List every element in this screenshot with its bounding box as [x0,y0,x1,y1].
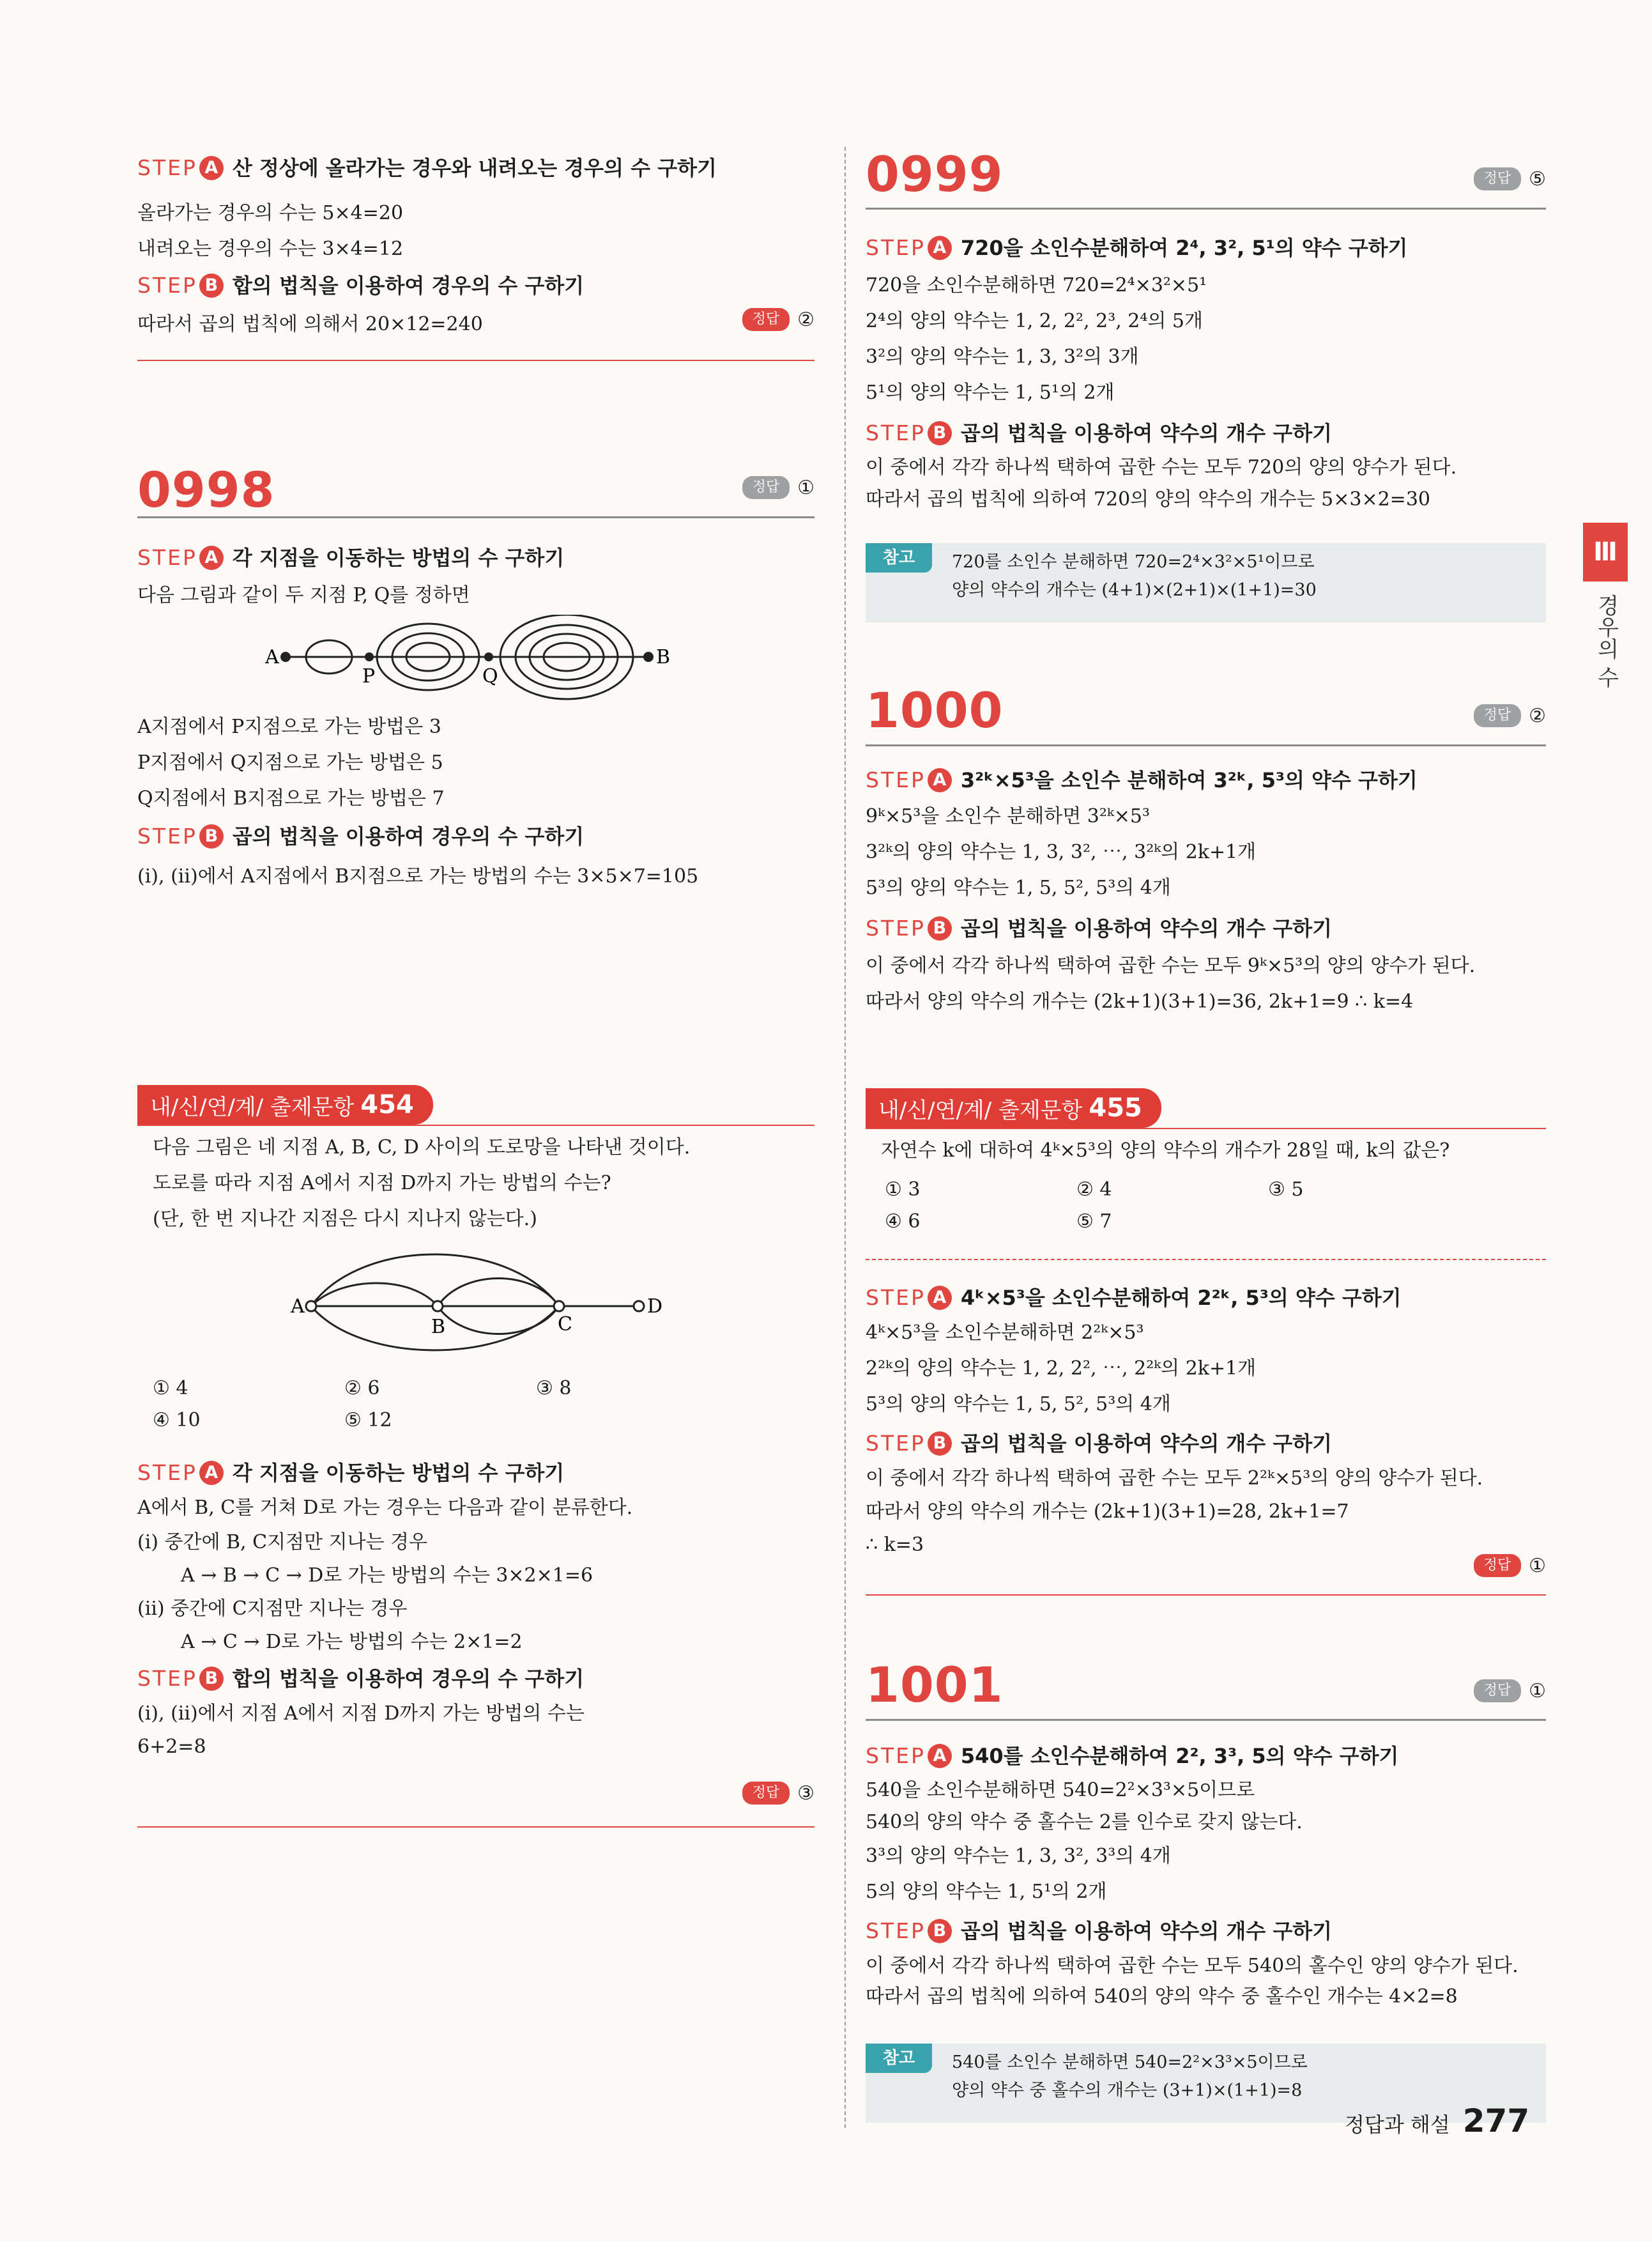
choice: ② 4 [1076,1178,1112,1201]
naesin-banner: 내/신/연/계/ 출제문항 454 [137,1085,433,1125]
step-b-heading: STEP B 곱의 법칙을 이용하여 약수의 개수 구하기 [866,916,1333,941]
note-line: 양의 약수의 개수는 (4+1)×(2+1)×(1+1)=30 [952,580,1317,600]
step-a-badge: A [928,1744,952,1768]
separator [137,360,815,361]
text-line: 5의 양의 약수는 1, 5¹의 2개 [866,1881,1107,1903]
solution-1001 [866,1741,1546,2012]
step-b-heading: STEP B 곱의 법칙을 이용하여 경우의 수 구하기 [137,824,585,849]
text-line: 3³의 양의 약수는 1, 3, 3², 3³의 4개 [866,1845,1171,1867]
text-line: 540을 소인수분해하면 540=2²×3³×5이므로 [866,1779,1255,1801]
choice: ④ 6 [885,1210,921,1233]
problem-number: 1001 [866,1656,1004,1713]
chapter-label: 경우의 수 [1593,594,1619,688]
answer-mark [742,1782,815,1805]
step-a-badge: A [199,546,224,570]
solution-455 [866,1283,1546,1562]
text-line: A에서 B, C를 거쳐 D로 가는 경우는 다음과 같이 분류한다. [137,1497,633,1519]
separator [866,744,1546,746]
step-a-heading: STEP A 4ᵏ×5³을 소인수분해하여 2²ᵏ, 5³의 약수 구하기 [866,1285,1402,1310]
answer-mark [1474,704,1546,727]
step-b-heading: STEP B 합의 법칙을 이용하여 경우의 수 구하기 [137,273,585,298]
point-label-a: A [265,646,279,668]
text-line: 3²ᵏ의 양의 약수는 1, 3, 3², ⋯, 3²ᵏ의 2k+1개 [866,841,1257,863]
text-line: 따라서 곱의 법칙에 의해서 20×12=240 [137,313,483,335]
text-line: 540의 양의 약수 중 홀수는 2를 인수로 갖지 않는다. [866,1811,1303,1833]
text-line: 5³의 양의 약수는 1, 5, 5², 5³의 4개 [866,877,1171,899]
text-line: (ⅱ) 중간에 C지점만 지나는 경우 [137,1598,408,1620]
text-line: 따라서 곱의 법칙에 의하여 540의 양의 약수 중 홀수인 개수는 4×2=8 [866,1985,1458,2008]
step-a-badge: A [928,1286,952,1310]
text-line: 2⁴의 양의 약수는 1, 2, 2², 2³, 2⁴의 5개 [866,310,1203,332]
text-line: (ⅰ) 중간에 B, C지점만 지나는 경우 [137,1531,427,1553]
answer-mark [1474,1679,1546,1702]
point-label-b: B [656,646,671,668]
separator [866,1594,1546,1596]
point-label-q: Q [482,665,498,688]
text-line: ∴ k=3 [866,1534,924,1556]
note-line: 540를 소인수 분해하면 540=2²×3³×5이므로 [952,2052,1308,2072]
choice: ③ 8 [536,1377,572,1399]
question-line: 다음 그림은 네 지점 A, B, C, D 사이의 도로망을 나타낸 것이다. [153,1136,691,1159]
chapter-tab: Ⅲ [1583,523,1628,581]
text-line: 4ᵏ×5³을 소인수분해하면 2²ᵏ×5³ [866,1321,1144,1344]
question-line: 자연수 k에 대하여 4ᵏ×5³의 양의 약수의 개수가 28일 때, k의 값은? [881,1139,1450,1162]
step-a-heading: STEP A 각 지점을 이동하는 방법의 수 구하기 [137,1460,565,1485]
text-line: P지점에서 Q지점으로 가는 방법은 5 [137,751,443,774]
step-b-badge: B [928,916,952,941]
note-label: 참고 [866,543,932,573]
text-line: 따라서 양의 약수의 개수는 (2k+1)(3+1)=36, 2k+1=9 ∴ k=4 [866,990,1414,1013]
answer-value: ② [1529,704,1546,727]
solution-0998 [137,543,815,895]
question-455 [866,1133,1546,1238]
separator [866,1128,1546,1129]
text-line: Q지점에서 B지점으로 가는 방법은 7 [137,787,445,810]
point-label-a: A [291,1295,305,1318]
text-line: 9ᵏ×5³을 소인수 분해하면 3²ᵏ×5³ [866,805,1151,828]
problem-number: 0998 [137,461,275,518]
road-diagram-454 [291,1244,674,1371]
text-line: 2²ᵏ의 양의 약수는 1, 2, 2², ⋯, 2²ᵏ의 2k+1개 [866,1357,1257,1380]
step-b-heading: STEP B 합의 법칙을 이용하여 경우의 수 구하기 [137,1666,585,1691]
footer-label: 정답과 해설 [1345,2113,1450,2137]
answer-value: ③ [797,1782,815,1805]
note-line: 720를 소인수 분해하면 720=2⁴×3²×5¹이므로 [952,552,1315,572]
question-line: (단, 한 번 지나간 지점은 다시 지나지 않는다.) [153,1208,537,1230]
choices-455 [866,1174,1546,1238]
step-a-badge: A [928,236,952,260]
choices-454 [137,1373,815,1436]
separator [137,516,815,518]
solution-0999 [866,233,1546,516]
answer-value: ① [797,476,815,499]
text-line: 3²의 양의 약수는 1, 3, 3²의 3개 [866,346,1139,368]
text-line: 5³의 양의 약수는 1, 5, 5², 5³의 4개 [866,1393,1171,1415]
step-a-heading: STEP A 3²ᵏ×5³을 소인수 분해하여 3²ᵏ, 5³의 약수 구하기 [866,767,1418,792]
answer-mark [742,308,815,331]
answer-value: ② [797,308,815,331]
point-label-c: C [558,1313,572,1336]
text-line: 따라서 곱의 법칙에 의하여 720의 양의 약수의 개수는 5×3×2=30 [866,488,1430,511]
text-line: 이 중에서 각각 하나씩 택하여 곱한 수는 모두 2²ᵏ×5³의 양의 양수가 된다. [866,1467,1483,1490]
text-line: 5¹의 양의 약수는 1, 5¹의 2개 [866,381,1115,404]
step-a-badge: A [199,156,224,180]
solution-1000 [866,766,1546,1020]
question-line: 도로를 따라 지점 A에서 지점 D까지 가는 방법의 수는? [153,1172,611,1194]
choice: ② 6 [344,1377,380,1399]
text-line: A → C → D로 가는 방법의 수는 2×1=2 [181,1631,523,1653]
column-divider [845,147,848,2128]
text-line: 이 중에서 각각 하나씩 택하여 곱한 수는 모두 540의 홀수인 양의 양수가 된다. [866,1955,1518,1977]
step-b-badge: B [199,273,224,298]
step-a-heading: STEP A 540를 소인수분해하여 2², 3³, 5의 약수 구하기 [866,1743,1399,1768]
point-label-p: P [362,665,376,688]
point-label-b: B [431,1316,446,1338]
top-solution [137,153,815,343]
step-b-heading: STEP B 곱의 법칙을 이용하여 약수의 개수 구하기 [866,420,1333,445]
problem-number: 0999 [866,146,1004,203]
naesin-banner: 내/신/연/계/ 출제문항 455 [866,1088,1161,1128]
text-line: A → B → C → D로 가는 방법의 수는 3×2×1=6 [181,1564,593,1587]
answer-value: ① [1529,1554,1546,1577]
answer-pill: 정답 [1474,167,1522,190]
answer-mark [1474,1554,1546,1577]
text-line: 따라서 양의 약수의 개수는 (2k+1)(3+1)=28, 2k+1=7 [866,1500,1349,1523]
answer-mark [742,476,815,499]
answer-value: ⑤ [1529,167,1546,190]
step-b-badge: B [199,824,224,849]
answer-pill: 정답 [1474,1554,1522,1577]
point-label-d: D [647,1295,663,1318]
text-line: 720을 소인수분해하면 720=2⁴×3²×5¹ [866,274,1207,296]
question-454 [137,1130,815,1764]
separator [137,1125,815,1126]
answer-mark [1474,167,1546,190]
text-line: 이 중에서 각각 하나씩 택하여 곱한 수는 모두 720의 양의 양수가 된다. [866,456,1457,479]
text-line: 내려오는 경우의 수는 3×4=12 [137,238,404,260]
problem-number: 1000 [866,682,1004,739]
step-b-badge: B [928,1919,952,1943]
answer-pill: 정답 [742,308,790,331]
step-a-badge: A [199,1461,224,1485]
answer-pill: 정답 [742,476,790,499]
text-line: (ⅰ), (ⅱ)에서 지점 A에서 지점 D까지 가는 방법의 수는 [137,1702,585,1725]
text-line: A지점에서 P지점으로 가는 방법은 3 [137,716,441,738]
separator [866,1259,1546,1260]
text-line: 6+2=8 [137,1736,206,1758]
step-a-heading: STEP A 720을 소인수분해하여 2⁴, 3², 5¹의 약수 구하기 [866,235,1408,260]
text-line: (ⅰ), (ⅱ)에서 A지점에서 B지점으로 가는 방법의 수는 3×5×7=105 [137,865,699,888]
choice: ③ 5 [1268,1178,1304,1201]
choice: ⑤ 7 [1076,1210,1112,1233]
note-line: 양의 약수 중 홀수의 개수는 (3+1)×(1+1)=8 [952,2081,1303,2100]
separator [866,1719,1546,1721]
step-a-heading: STEP A 각 지점을 이동하는 방법의 수 구하기 [137,545,565,570]
answer-pill: 정답 [1474,704,1522,727]
step-b-heading: STEP B 곱의 법칙을 이용하여 약수의 개수 구하기 [866,1431,1333,1456]
page-number: 277 [1462,2102,1530,2139]
text-line: 이 중에서 각각 하나씩 택하여 곱한 수는 모두 9ᵏ×5³의 양의 양수가 된다. [866,955,1476,977]
choice: ① 3 [885,1178,921,1201]
road-diagram-0998 [265,615,712,704]
step-b-badge: B [928,1431,952,1456]
step-b-badge: B [199,1667,224,1691]
choice: ④ 10 [153,1409,201,1431]
separator [866,208,1546,210]
page-footer [1345,2102,1529,2139]
choice: ① 4 [153,1377,188,1399]
step-a-badge: A [928,768,952,792]
note-label: 참고 [866,2044,932,2073]
separator [137,1826,815,1828]
step-b-badge: B [928,421,952,445]
text-line: 올라가는 경우의 수는 5×4=20 [137,202,404,224]
text-line: 다음 그림과 같이 두 지점 P, Q를 정하면 [137,584,470,606]
choice: ⑤ 12 [344,1409,392,1431]
answer-pill: 정답 [1474,1679,1522,1702]
step-a-heading: STEP A 산 정상에 올라가는 경우와 내려오는 경우의 수 구하기 [137,155,717,180]
step-b-heading: STEP B 곱의 법칙을 이용하여 약수의 개수 구하기 [866,1918,1333,1943]
answer-pill: 정답 [742,1782,790,1805]
note-box [866,543,1546,622]
answer-value: ① [1529,1679,1546,1702]
